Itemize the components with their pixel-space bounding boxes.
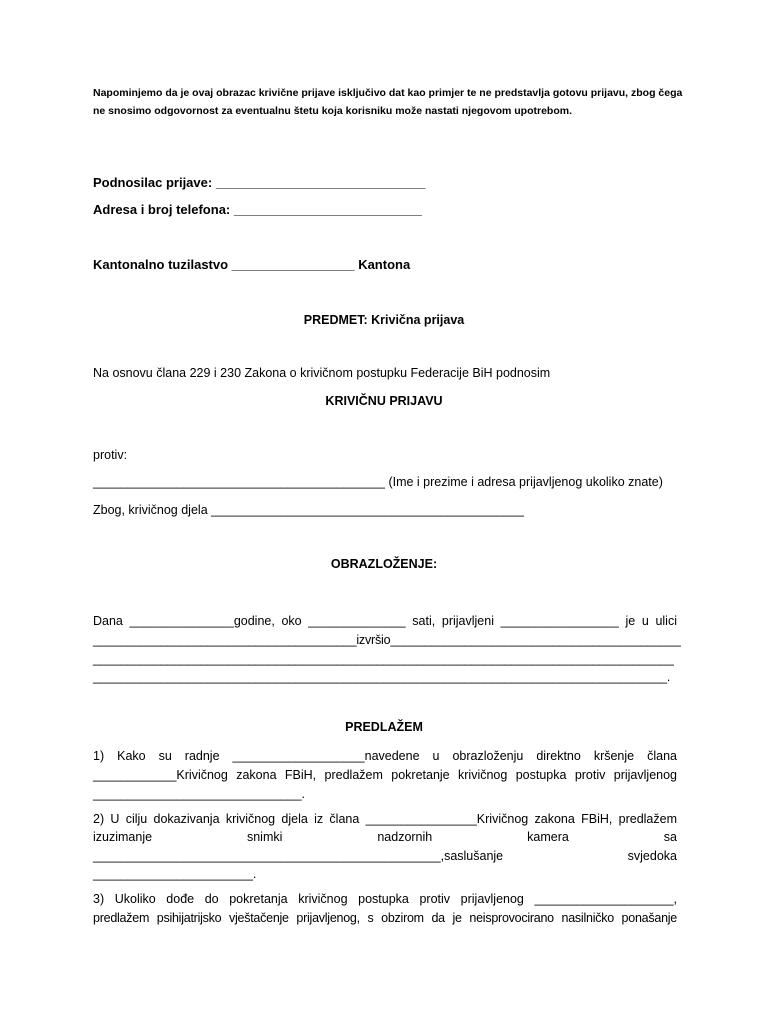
legal-basis-text: Na osnovu člana 229 i 230 Zakona o krivičnom postupku Federacije BiH podnosim <box>93 366 551 380</box>
disclaimer-text: Napominjemo da je ovaj obrazac krivične prijave isključivo dat kao primjer te ne predstavlja gotovu prijavu, zbog čega ne snosimo odgovornost za eventualnu štetu koja korisniku može nastati njegovom upotrebom. <box>93 87 683 117</box>
obrazlozenje-line: _____________________________________________________________________________________. <box>93 670 671 684</box>
predlazem-heading: PREDLAŽEM <box>345 720 423 734</box>
proposal-line: ______________________________. <box>93 787 306 801</box>
accused-line: __________________________________________ (Ime i prezime i adresa prijavljenog ukoliko znate) <box>93 475 663 489</box>
predmet-heading: PREDMET: Krivična prijava <box>303 313 465 327</box>
obrazlozenje-line: Dana _______________godine, oko ______________ sati, prijavljeni _________________ je u ulici <box>93 614 677 628</box>
protiv-label: protiv: <box>93 448 128 462</box>
offense-line: Zbog, krivičnog djela _____________________________________________ <box>93 503 524 517</box>
proposal-line: __________________________________________________,saslušanje svjedoka <box>93 849 677 863</box>
adresa-field: Adresa i broj telefona: __________________________ <box>93 202 422 217</box>
obrazlozenje-line: ______________________________________________________________________________________ <box>93 652 674 666</box>
podnosilac-field: Podnosilac prijave: _____________________________ <box>93 175 426 190</box>
proposal-line: 3) Ukoliko dođe do pokretanja krivičnog postupka protiv prijavljenog ____________________, <box>93 892 677 906</box>
document-title: KRIVIČNU PRIJAVU <box>325 394 443 408</box>
proposal-line: _______________________. <box>93 867 257 881</box>
proposal-line: izuzimanje snimki nadzornih kamera sa <box>93 830 677 844</box>
obrazlozenje-line: _______________________________________izvršio___________________________________________ <box>93 633 681 647</box>
proposal-line: predlažem psihijatrijsko vještačenje prijavljenog, s obzirom da je neisprovocirano nasilničko ponašanje <box>93 911 677 925</box>
proposal-line: 2) U cilju dokazivanja krivičnog djela iz člana ________________Krivičnog zakona FBiH, predlažem <box>93 812 677 826</box>
tuzilastvo-field: Kantonalno tuzilastvo _________________ Kantona <box>93 257 411 272</box>
obrazlozenje-heading: OBRAZLOŽENJE: <box>330 557 438 571</box>
proposal-line: ____________Krivičnog zakona FBiH, predlažem pokretanje krivičnog postupka protiv prijavljenog <box>93 768 677 782</box>
proposal-line: 1) Kako su radnje ___________________navedene u obrazloženju direktno kršenje člana <box>93 749 677 763</box>
